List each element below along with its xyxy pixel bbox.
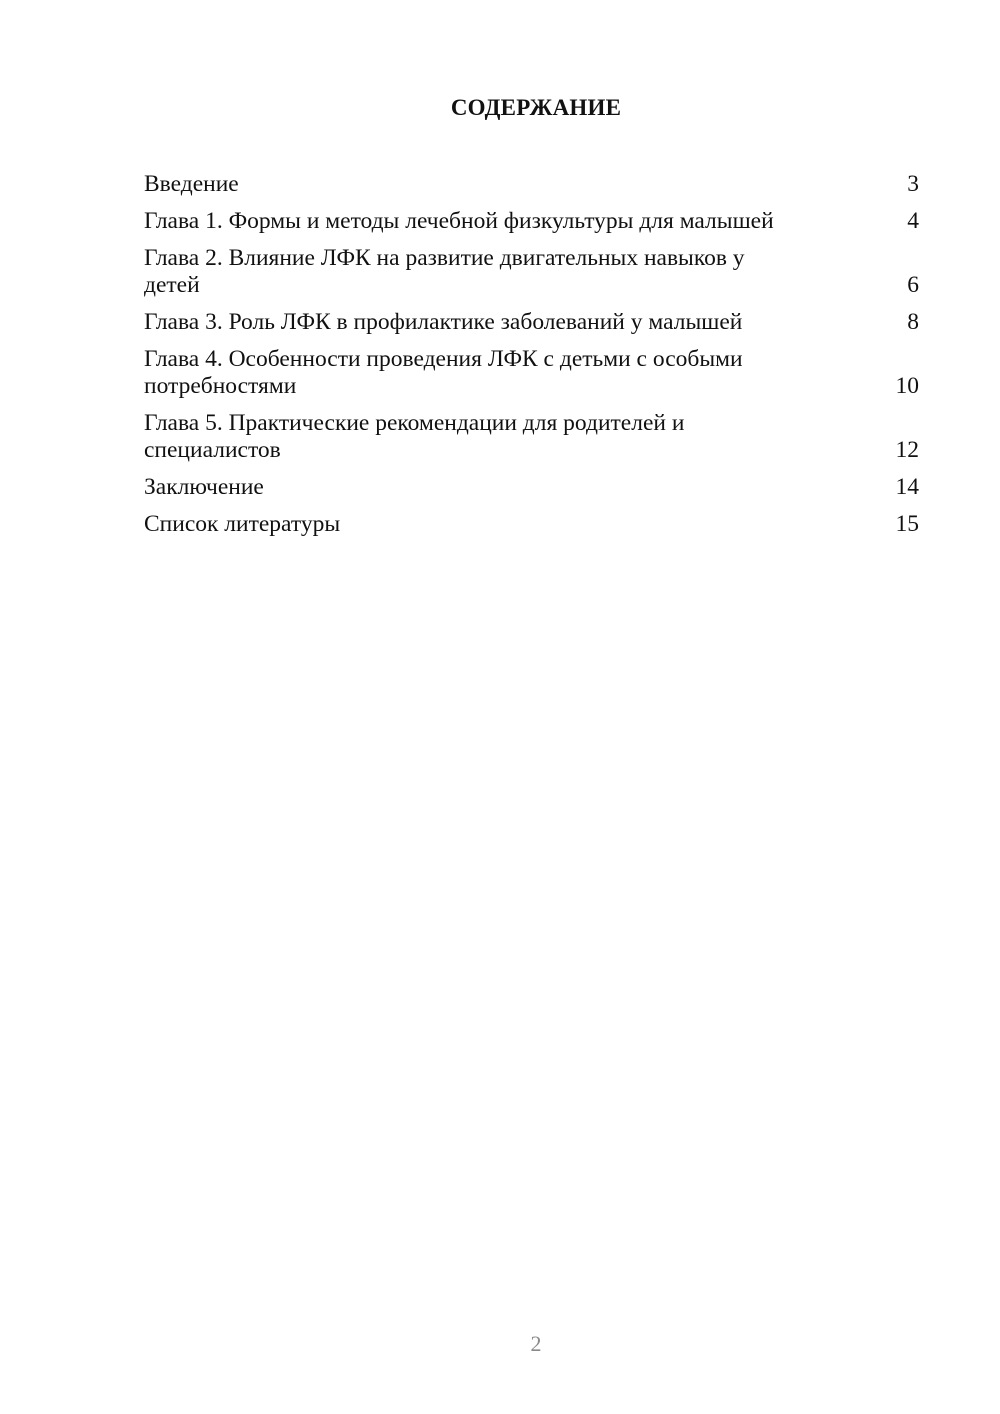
toc-entry-chapter-1[interactable] [144,208,919,235]
toc-entry-label: Глава 5. Практические рекомендации для родителей и специалистов [144,410,685,463]
toc-entry-page: 4 [907,208,919,234]
toc-entry-page: 14 [895,474,919,500]
toc-entry-chapter-3[interactable] [144,309,919,336]
page-number: 2 [530,1331,542,1356]
toc-entry-page: 6 [907,272,919,298]
toc-entry-label: Глава 3. Роль ЛФК в профилактике заболеваний у малышей [144,309,743,335]
toc-entry-page: 12 [895,437,919,463]
toc-entry-page: 3 [907,171,919,197]
toc-entry-chapter-2[interactable] [144,245,919,299]
toc-entry-label: Введение [144,171,239,197]
toc-entry-label: Глава 2. Влияние ЛФК на развитие двигательных навыков у детей [144,245,745,298]
toc-entry-chapter-5[interactable] [144,410,919,464]
toc-entry-label: Заключение [144,474,264,500]
table-of-contents [144,171,919,548]
toc-entry-label: Глава 1. Формы и методы лечебной физкультуры для малышей [144,208,774,234]
toc-entry-label: Список литературы [144,511,341,537]
toc-entry-references[interactable] [144,511,919,538]
toc-entry-page: 8 [907,309,919,335]
toc-entry-label: Глава 4. Особенности проведения ЛФК с детьми с особыми потребностями [144,346,743,399]
toc-entry-page: 10 [895,373,919,399]
toc-title: СОДЕРЖАНИЕ [450,95,622,120]
toc-entry-conclusion[interactable] [144,474,919,501]
toc-entry-introduction[interactable] [144,171,919,198]
toc-entry-page: 15 [895,511,919,537]
toc-entry-chapter-4[interactable] [144,346,919,400]
